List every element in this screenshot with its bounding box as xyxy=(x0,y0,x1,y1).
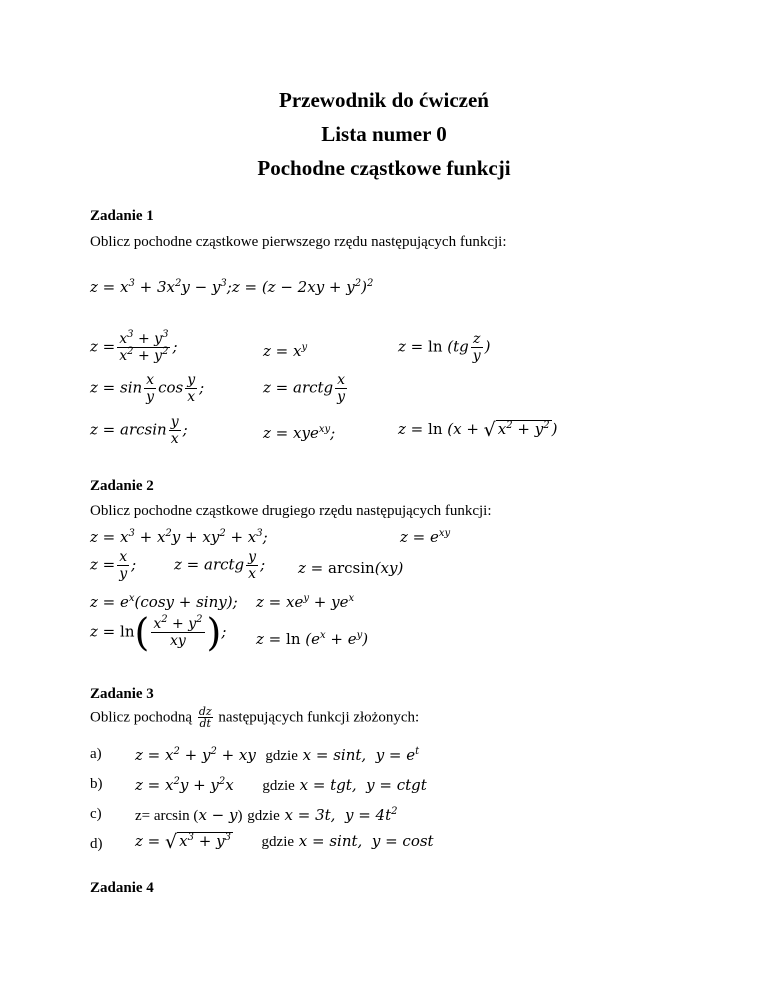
task-4-heading: Zadanie 4 xyxy=(90,880,154,896)
task-1-formula-4: z = ln (tg $\frac{z}{y}$ ) xyxy=(398,331,491,364)
task-1-formula-2: z = $\frac{x^3 + y^3}{x^2 + y^2}$ ; xyxy=(90,329,178,364)
task-1-formula-8: z = xye$^{xy}$; xyxy=(263,424,336,442)
task-2-instruction: Oblicz pochodne cząstkowe drugiego rzędu następujących funkcji: xyxy=(90,503,492,519)
task-1-formula-1: $z = x^3 + 3x^2y$ − $y^3;z = (z - 2xy + y^2)^2$ xyxy=(90,278,374,296)
task-3-heading: Zadanie 3 xyxy=(90,686,154,702)
topic-title: Pochodne cząstkowe funkcji xyxy=(257,156,511,180)
task-1-heading: Zadanie 1 xyxy=(90,208,154,224)
task-2-formula-7: $z = xe^y + ye^x$ xyxy=(256,593,355,611)
task-3-item-d-where: gdzie xyxy=(261,834,295,850)
task-1-formula-3: $z = x^y$ xyxy=(263,342,308,360)
task-2-formula-3: z = $\frac{x}{y}$ ; xyxy=(90,549,137,582)
task-3-item-a-formula: $z = x^2 + y^2$ + xy gdzie x = sint, $y = e^t$ xyxy=(135,746,420,764)
task-2-heading: Zadanie 2 xyxy=(90,478,154,494)
task-3-item-b-formula: $z = x^2y + y^2x$ gdzie x = tgt, y = ctgt xyxy=(135,776,427,794)
task-1-formula-7: z = arcsin $\frac{y}{x}$ ; xyxy=(90,414,188,447)
task-2-formula-2: $z = e^{xy}$ xyxy=(400,528,451,546)
task-1-formula-5: z = sin $\frac{x}{y}$ cos $\frac{y}{x}$ ; xyxy=(90,372,205,405)
task-3-item-c-label: c) xyxy=(90,806,102,822)
task-3-instruction-after: następujących funkcji złożonych: xyxy=(218,709,420,726)
task-2-formula-4: z = arctg $\frac{y}{x}$ ; xyxy=(174,549,266,582)
task-3-item-c-where: gdzie xyxy=(247,808,280,824)
document-title: Przewodnik do ćwiczeń xyxy=(279,88,489,112)
task-3-item-a-label: a) xyxy=(90,746,102,762)
task-2-formula-6: $z = e^x(\cos y + \sin y)$; xyxy=(90,593,238,611)
task-3-item-c-formula: z= arcsin (x − y) gdzie x = 3t, $y = 4t^2$ xyxy=(135,806,398,824)
task-3-item-b-where: gdzie xyxy=(262,778,295,794)
task-3-instruction: Oblicz pochodną $\frac{dz}{dt}$ następujących funkcji złożonych: xyxy=(90,705,420,730)
task-3-instruction-before: Oblicz pochodną xyxy=(90,709,193,726)
task-2-formula-8: z = ln( $\frac{x^2 + y^2}{xy}$ ); xyxy=(90,610,227,655)
task-1-instruction: Oblicz pochodne cząstkowe pierwszego rzędu następujących funkcji: xyxy=(90,234,507,250)
task-3-item-a-where: gdzie xyxy=(265,748,298,764)
task-3-item-d-label: d) xyxy=(90,836,103,852)
task-2-formula-5: z = arcsin(xy) xyxy=(298,559,404,577)
task-1-formula-6: z = arctg $\frac{x}{y}$ xyxy=(263,372,346,405)
task-3-item-b-label: b) xyxy=(90,776,103,792)
task-1-formula-9: z = ln (x + √ $x^2 + y^2$ ) xyxy=(398,419,558,441)
task-2-formula-1: $z = x^3 + x^2y + xy^2 + x^3$; xyxy=(90,528,268,546)
task-3-item-d-formula: z = √ $x^3 + y^3$ gdzie x = sint, y = cost xyxy=(135,831,434,853)
task-2-formula-9: $z = \ln (e^x + e^y)$ xyxy=(256,630,369,648)
list-number-title: Lista numer 0 xyxy=(321,122,447,146)
